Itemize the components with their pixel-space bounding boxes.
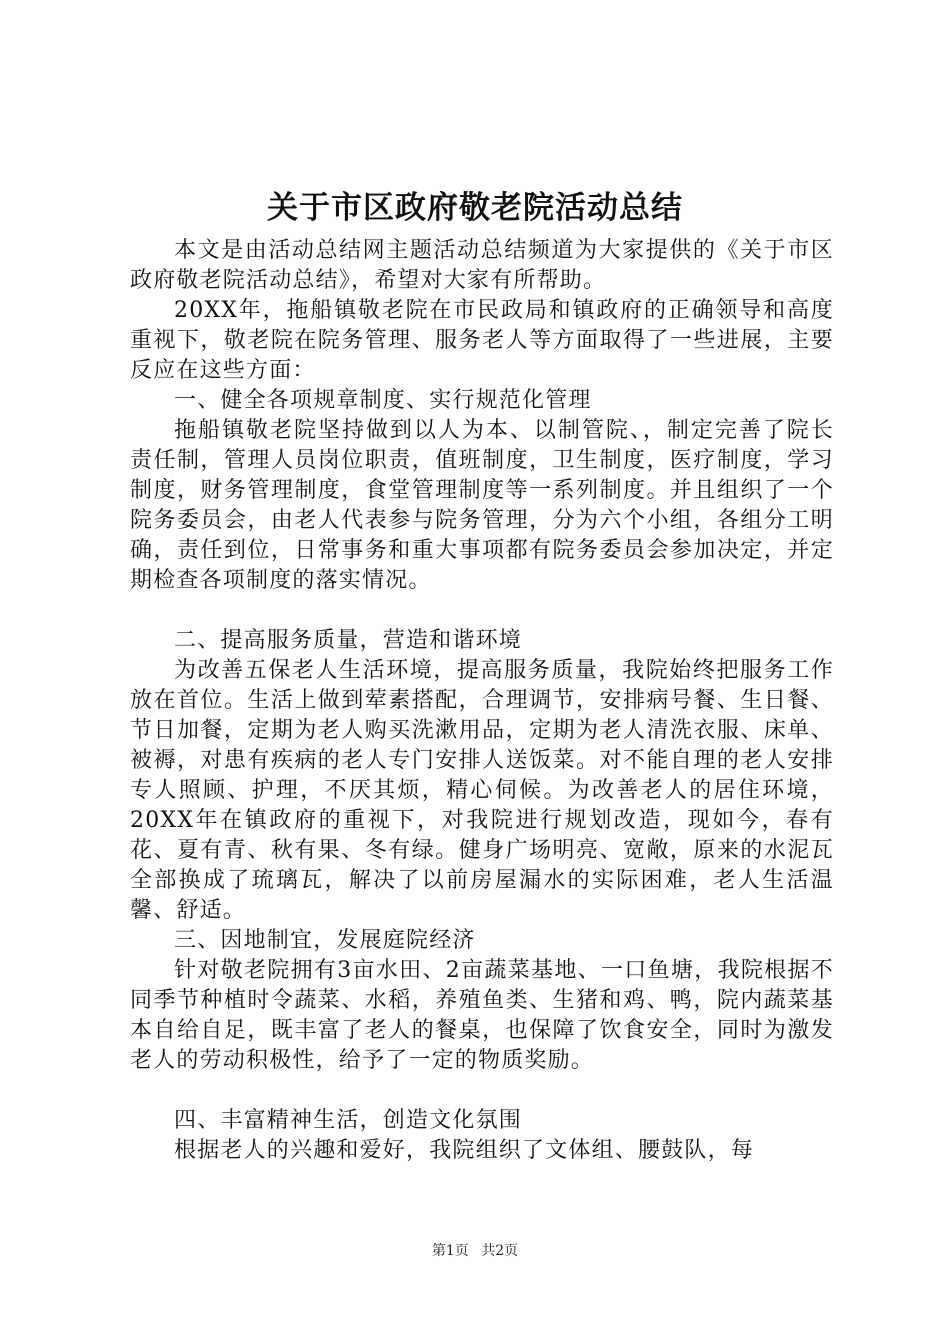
section-heading-2: 二、提高服务质量，营造和谐环境	[174, 628, 523, 653]
section-heading-3: 三、因地制宜，发展庭院经济	[174, 928, 476, 953]
page-footer	[0, 1241, 950, 1261]
paragraph-section-2: 为改善五保老人生活环境，提高服务质量，我院始终把服务工作放在首位。生活上做到荤素搭配，合理调节，安排病号餐、生日餐、节日加餐，定期为老人购买洗漱用品，定期为老人清洗衣服、床单、被褥，对患有疾病的老人专门安排人送饭菜。对不能自理的老人安排专人照顾、护理，不厌其烦，精心伺候。为改善老人的居住环境，20XX年在镇政府的重视下，对我院进行规划改造，现如今，春有花、夏有青、秋有果、冬有绿。健身广场明亮、宽敞，原来的水泥瓦全部换成了琉璃瓦，解决了以前房屋漏水的实际困难，老人生活温馨、舒适。	[130, 658, 834, 923]
document-title: 关于市区政府敬老院活动总结	[267, 190, 683, 226]
paragraph-section-1: 拖船镇敬老院坚持做到以人为本、以制管院、，制定完善了院长责任制，管理人员岗位职责，值班制度，卫生制度，医疗制度，学习制度，财务管理制度，食堂管理制度等一系列制度。并且组织了一个院务委员会，由老人代表参与院务管理，分为六个小组，各组分工明确，责任到位，日常事务和重大事项都有院务委员会参加决定，并定期检查各项制度的落实情况。	[130, 418, 834, 593]
paragraph-section-3: 针对敬老院拥有3亩水田、2亩蔬菜基地、一口鱼塘，我院根据不同季节种植时令蔬菜、水稻，养殖鱼类、生猪和鸡、鸭，院内蔬菜基本自给自足，既丰富了老人的餐桌，也保障了饮食安全，同时为激发老人的劳动积极性，给予了一定的物质奖励。	[130, 958, 834, 1073]
document-body	[130, 236, 834, 1166]
page-total: 共2页	[481, 1243, 519, 1259]
section-heading-1: 一、健全各项规章制度、实行规范化管理	[174, 388, 592, 413]
paragraph-section-4: 根据老人的兴趣和爱好，我院组织了文体组、腰鼓队，每	[174, 1138, 755, 1163]
paragraph-intro: 本文是由活动总结网主题活动总结频道为大家提供的《关于市区政府敬老院活动总结》，希望对大家有所帮助。	[130, 238, 834, 293]
paragraph-overview: 20XX年，拖船镇敬老院在市民政局和镇政府的正确领导和高度重视下，敬老院在院务管理、服务老人等方面取得了一些进展，主要反应在这些方面：	[130, 298, 834, 383]
page-number: 第1页	[431, 1243, 469, 1259]
section-heading-4: 四、丰富精神生活，创造文化氛围	[174, 1108, 523, 1133]
